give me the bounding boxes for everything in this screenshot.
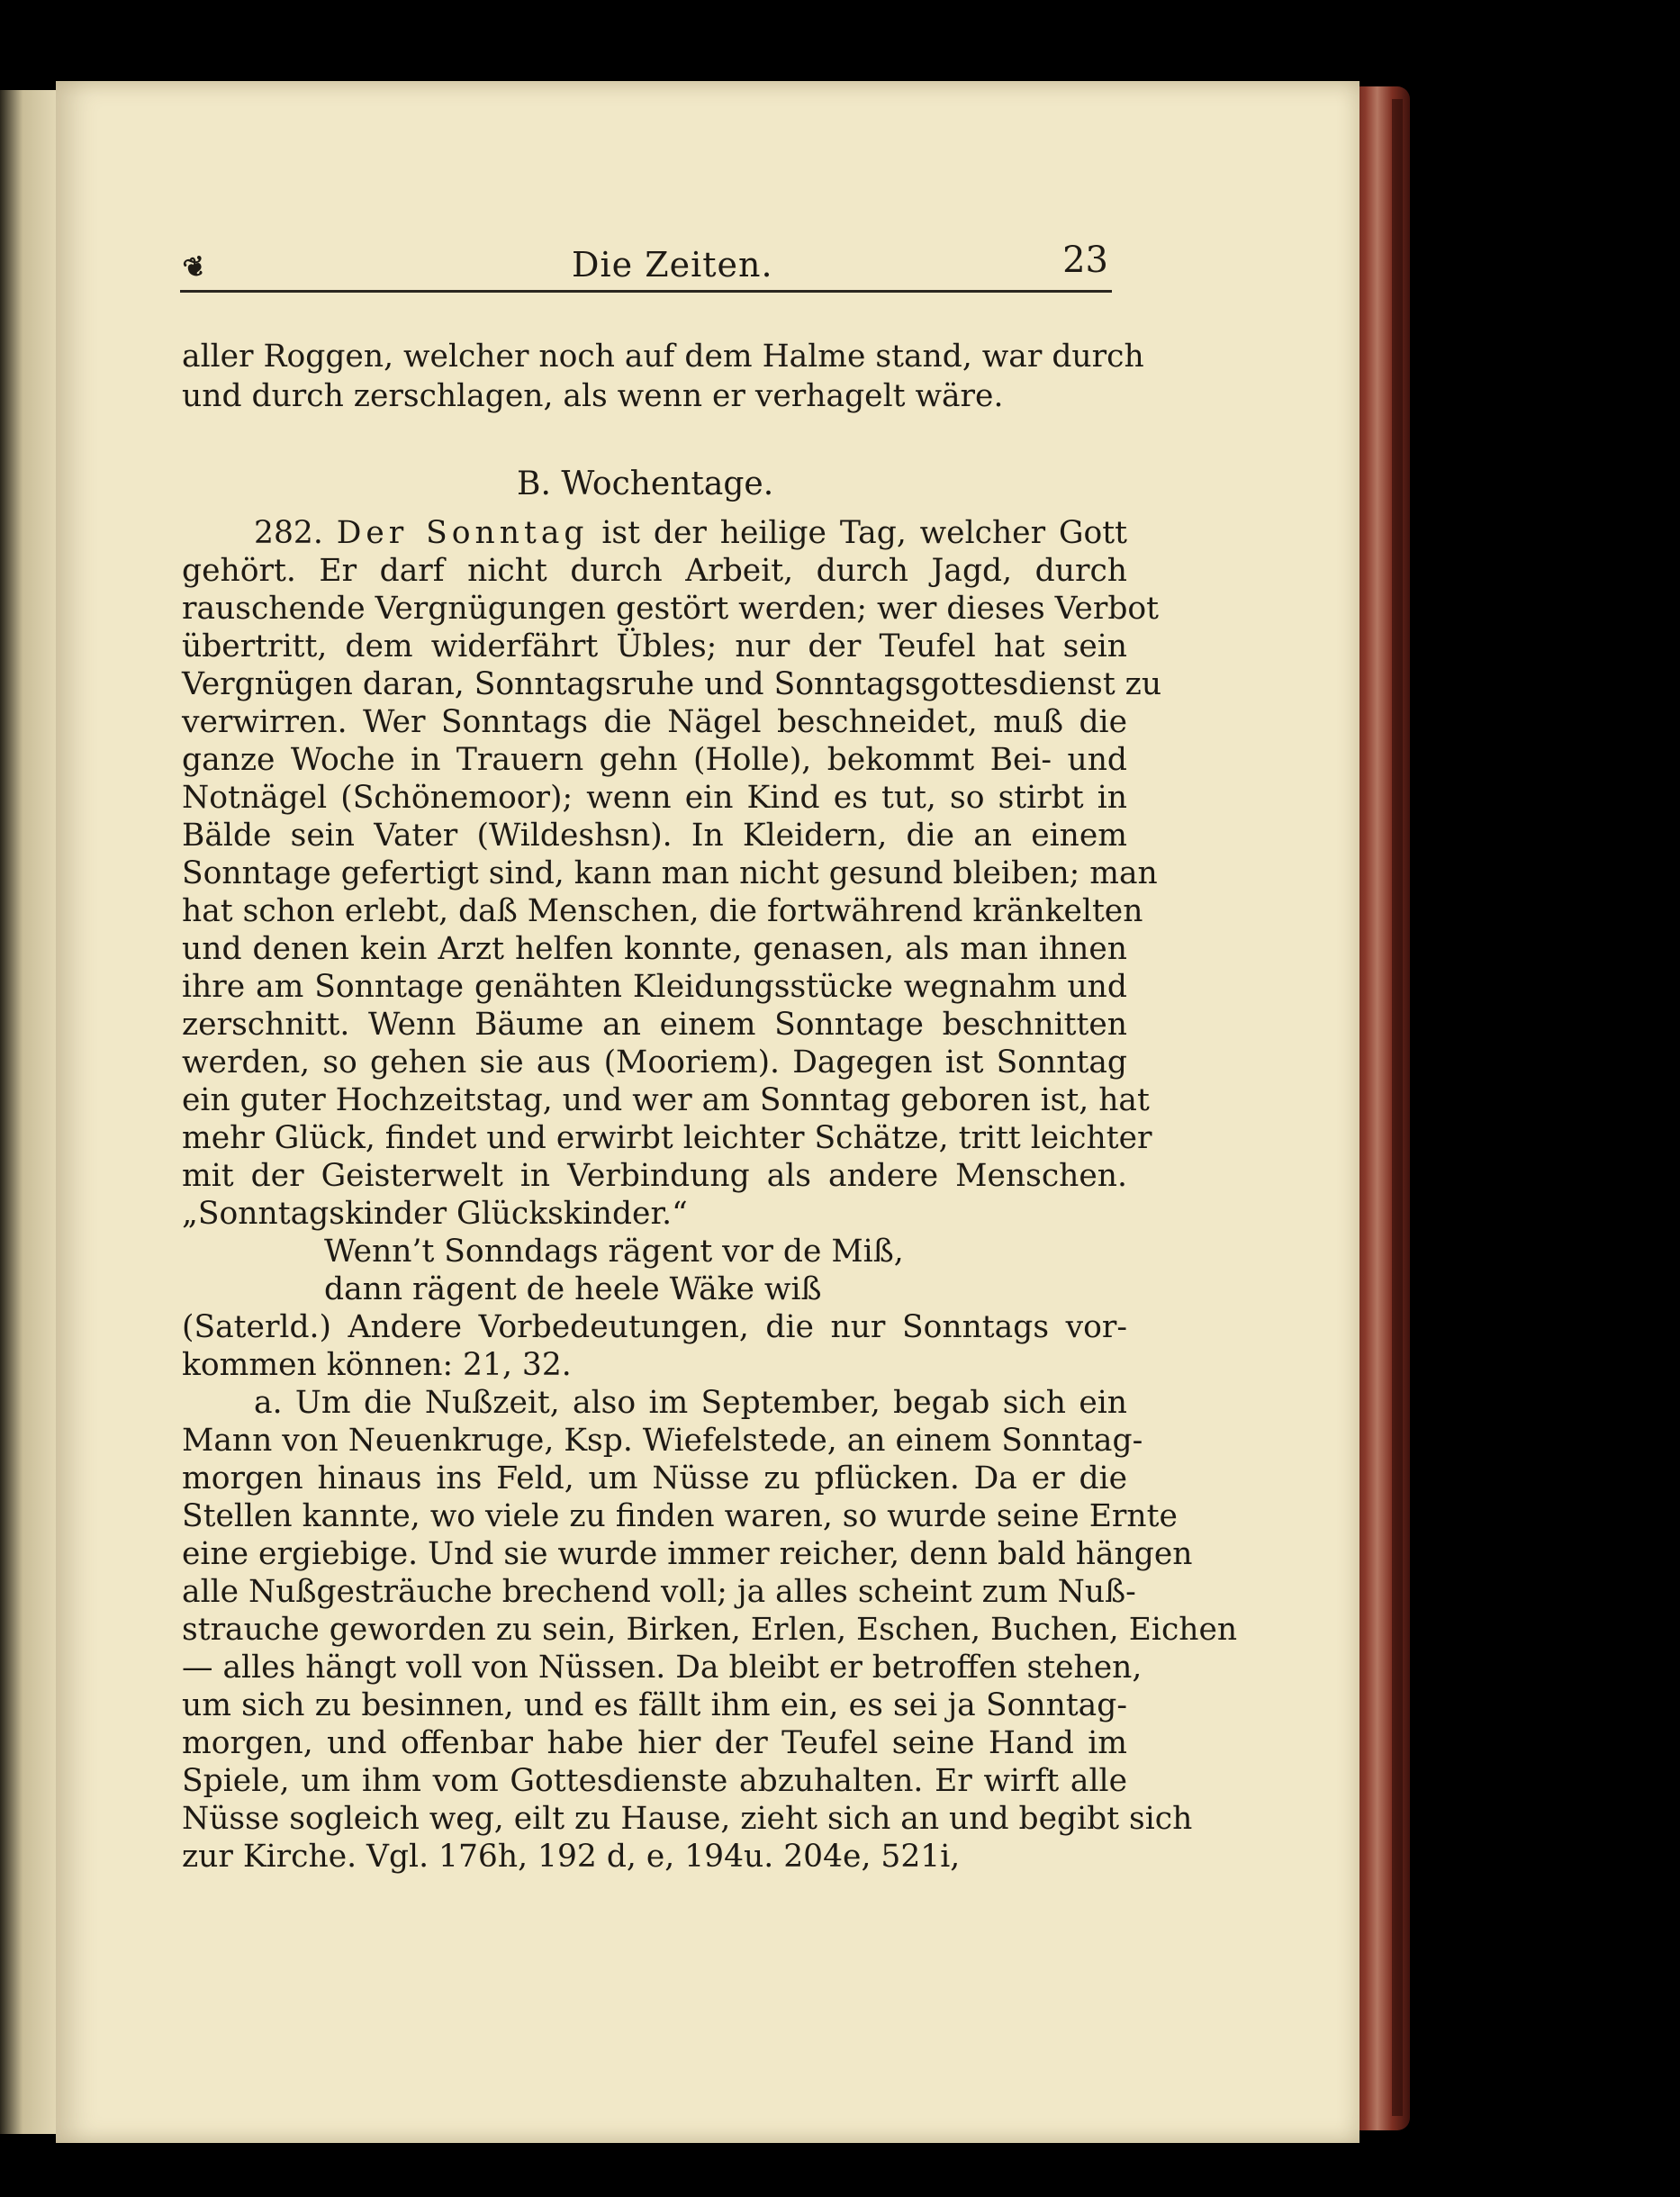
text-line: Stellen kannte, wo viele zu finden waren, so wurde seine Ernte <box>182 1498 1178 1534</box>
text-line: gehört. Er darf nicht durch Arbeit, durch Jagd, durch <box>182 553 1127 589</box>
emphasized-term: Der Sonntag <box>336 515 589 551</box>
text-line: ihre am Sonntage genähten Kleidungsstücke wegnahm und <box>182 969 1127 1005</box>
page-header <box>180 236 1112 293</box>
text-line: um sich zu besinnen, und es fällt ihm ein, es sei ja Sonntag- <box>182 1687 1127 1723</box>
text-line: morgen hinaus ins Feld, um Nüsse zu pflücken. Da er die <box>182 1460 1127 1496</box>
text-segment: ist der heilige Tag, welcher Gott <box>601 515 1128 551</box>
text-line: hat schon erlebt, daß Menschen, die fortwährend kränkelten <box>182 893 1143 929</box>
text-line: (Saterld.) Andere Vorbedeutungen, die nur Sonntags vor- <box>182 1309 1127 1345</box>
text-line: ein guter Hochzeitstag, und wer am Sonntag geboren ist, hat <box>182 1082 1150 1118</box>
text-line: Vergnügen daran, Sonntagsruhe und Sonntagsgottesdienst zu <box>182 666 1162 702</box>
text-line: strauche geworden zu sein, Birken, Erlen, Eschen, Buchen, Eichen <box>182 1612 1238 1648</box>
text-line: verwirren. Wer Sonntags die Nägel beschneidet, muß die <box>182 704 1127 740</box>
text-line: morgen, und offenbar habe hier der Teufel seine Hand im <box>182 1725 1127 1761</box>
text-line: und durch zerschlagen, als wenn er verhagelt wäre. <box>182 378 1004 414</box>
page-number: 23 <box>1062 240 1108 281</box>
text-line: Mann von Neuenkruge, Ksp. Wiefelstede, an einem Sonntag- <box>182 1423 1143 1459</box>
text-line: und denen kein Arzt helfen konnte, genasen, als man ihnen <box>182 931 1127 967</box>
text-line: Bälde sein Vater (Wildeshsn). In Kleidern, die an einem <box>182 818 1127 854</box>
text-line: werden, so gehen sie aus (Mooriem). Dagegen ist Sonntag <box>182 1044 1127 1080</box>
text-line: aller Roggen, welcher noch auf dem Halme stand, war durch <box>182 339 1144 375</box>
text-line: mehr Glück, findet und erwirbt leichter Schätze, tritt leichter <box>182 1120 1152 1156</box>
section-heading-text: B. Wochentage. <box>517 466 774 502</box>
text-line: kommen können: 21, 32. <box>182 1347 572 1383</box>
text-line: übertritt, dem widerfährt Übles; nur der Teufel hat sein <box>182 628 1127 665</box>
text-line: alle Nußgesträuche brechend voll; ja alles scheint zum Nuß- <box>182 1574 1136 1610</box>
paragraph-282-first-line <box>182 515 1127 551</box>
text-line: Notnägel (Schönemoor); wenn ein Kind es tut, so stirbt in <box>182 780 1127 816</box>
text-line: eine ergiebige. Und sie wurde immer reicher, denn bald hängen <box>182 1536 1193 1572</box>
text-line: rauschende Vergnügungen gestört werden; wer dieses Verbot <box>182 591 1160 627</box>
text-line: Sonntage gefertigt sind, kann man nicht gesund bleiben; man <box>182 855 1158 891</box>
text-line: Nüsse sogleich weg, eilt zu Hause, zieht sich an und begibt sich <box>182 1801 1193 1837</box>
running-title: Die Zeiten. <box>572 245 773 285</box>
text-line: — alles hängt voll von Nüssen. Da bleibt er betroffen stehen, <box>182 1650 1143 1686</box>
verse-line: Wenn’t Sonndags rägent vor de Miß, <box>324 1234 904 1270</box>
text-line: zur Kirche. Vgl. 176h, 192 d, e, 194u. 204e, 521i, <box>182 1839 961 1875</box>
section-heading <box>517 466 773 502</box>
text-line: „Sonntagskinder Glückskinder.“ <box>182 1196 688 1232</box>
paragraph-number: 282. <box>254 515 323 551</box>
verse-line: dann rägent de heele Wäke wiß <box>324 1271 822 1307</box>
text-line: ganze Woche in Trauern gehn (Holle), bekommt Bei- und <box>182 742 1127 778</box>
book-spine-band <box>1392 99 1403 2116</box>
text-line: zerschnitt. Wenn Bäume an einem Sonntage beschnitten <box>182 1007 1127 1043</box>
ornament-icon: ❦ <box>179 249 211 286</box>
text-line: Spiele, um ihm vom Gottesdienste abzuhalten. Er wirft alle <box>182 1763 1127 1799</box>
text-line: mit der Geisterwelt in Verbindung als andere Menschen. <box>182 1158 1127 1194</box>
text-line: a. Um die Nußzeit, also im September, begab sich ein <box>254 1385 1127 1421</box>
